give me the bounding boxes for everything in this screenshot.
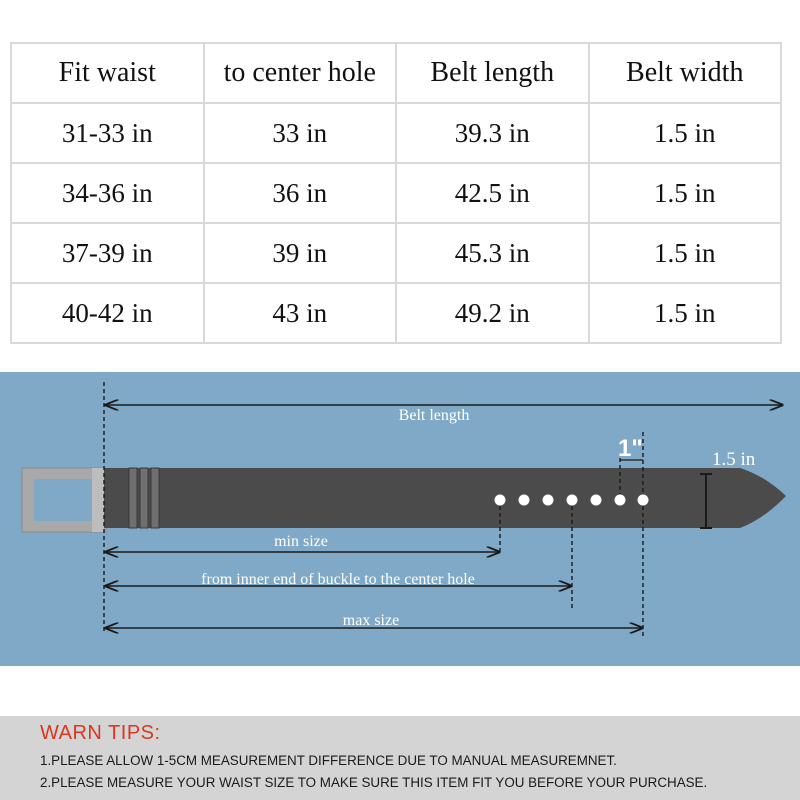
buckle-icon [22, 468, 106, 532]
hole-spacing-label: 1" [618, 435, 643, 462]
table-row [11, 103, 781, 163]
warn-tips-title: WARN TIPS: [40, 722, 161, 744]
cell-belt-length: 42.5 in [396, 163, 589, 223]
cell-belt-width: 1.5 in [589, 283, 782, 343]
table-row [11, 163, 781, 223]
header-belt-width: Belt width [589, 43, 782, 103]
cell-belt-length: 45.3 in [396, 223, 589, 283]
cell-belt-length: 49.2 in [396, 283, 589, 343]
warn-tip-2: 2.PLEASE MEASURE YOUR WAIST SIZE TO MAKE SURE THIS ITEM FIT YOU BEFORE YOUR PURCHASE. [40, 775, 708, 790]
cell-belt-width: 1.5 in [589, 223, 782, 283]
belt-diagram [0, 372, 800, 666]
header-belt-length: Belt length [396, 43, 589, 103]
belt-width-label: 1.5 in [712, 449, 756, 470]
center-hole-label: from inner end of buckle to the center hole [201, 571, 475, 588]
warn-tip-1: 1.PLEASE ALLOW 1-5CM MEASUREMENT DIFFERENCE DUE TO MANUAL MEASUREMNET. [40, 753, 617, 768]
belt-loops [129, 468, 159, 528]
cell-fit-waist: 37-39 in [11, 223, 204, 283]
cell-to-center-hole: 43 in [204, 283, 397, 343]
cell-fit-waist: 40-42 in [11, 283, 204, 343]
max-size-label: max size [342, 612, 400, 629]
cell-to-center-hole: 33 in [204, 103, 397, 163]
table-row [11, 283, 781, 343]
cell-fit-waist: 34-36 in [11, 163, 204, 223]
size-chart-table [10, 42, 782, 344]
cell-belt-width: 1.5 in [589, 103, 782, 163]
header-to-center-hole: to center hole [204, 43, 397, 103]
belt-strap [104, 468, 786, 528]
warn-tips-box [0, 716, 800, 800]
belt-diagram-panel [0, 372, 800, 666]
header-fit-waist: Fit waist [11, 43, 204, 103]
cell-to-center-hole: 36 in [204, 163, 397, 223]
cell-belt-width: 1.5 in [589, 163, 782, 223]
min-size-label: min size [274, 533, 328, 550]
belt-length-label: Belt length [398, 407, 470, 424]
cell-belt-length: 39.3 in [396, 103, 589, 163]
table-row [11, 223, 781, 283]
cell-fit-waist: 31-33 in [11, 103, 204, 163]
table-header-row [11, 43, 781, 103]
cell-to-center-hole: 39 in [204, 223, 397, 283]
